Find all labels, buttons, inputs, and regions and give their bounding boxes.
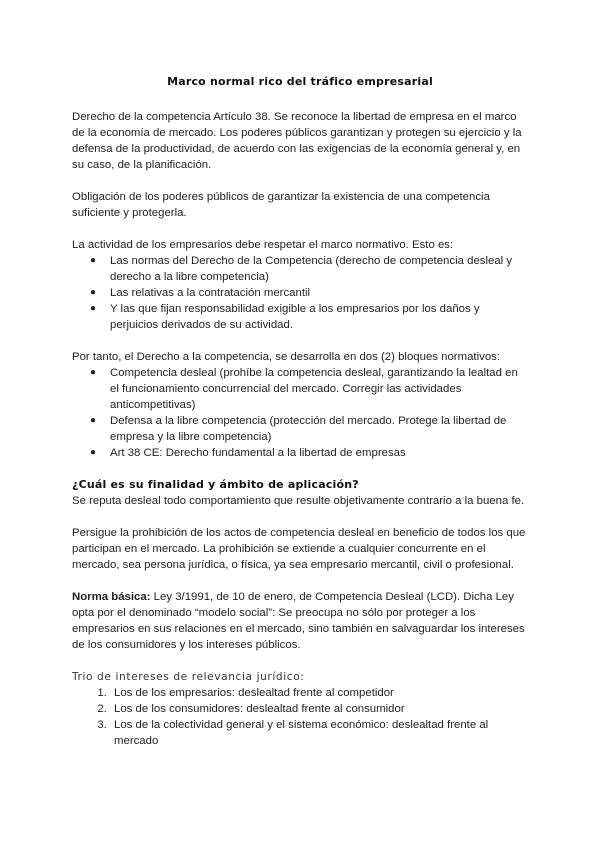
bullet-icon: ● bbox=[90, 303, 97, 314]
norma-basica-label: Norma básica: bbox=[72, 591, 151, 603]
list-bloques-normativos bbox=[72, 365, 528, 461]
paragraph-desleal: Se reputa desleal todo comportamiento que resulte objetivamente contrario a la buena fe. bbox=[72, 495, 525, 507]
bullet-icon: ● bbox=[90, 287, 97, 298]
list-item bbox=[90, 445, 528, 461]
list-item-text: Art 38 CE: Derecho fundamental a la libertad de empresas bbox=[110, 447, 406, 459]
list-item bbox=[90, 285, 528, 301]
list-item bbox=[90, 301, 528, 333]
trio-title: Trio de intereses de relevancia jurídico: bbox=[72, 671, 305, 683]
bullet-icon: ● bbox=[90, 255, 97, 266]
list-trio-intereses bbox=[72, 685, 528, 749]
paragraph-actividad: La actividad de los empresarios debe respetar el marco normativo. Esto es: bbox=[72, 239, 454, 251]
list-item bbox=[90, 413, 528, 445]
section-heading: ¿Cuál es su finalidad y ámbito de aplicación? bbox=[72, 478, 359, 491]
paragraph-norma-basica bbox=[72, 589, 528, 653]
list-item-text: Y las que fijan responsabilidad exigible a los empresarios por los daños y perjuicios derivados de su actividad. bbox=[110, 303, 480, 331]
bullet-icon: ● bbox=[90, 447, 97, 458]
document-title: Marco normal rico del tráfico empresarial bbox=[167, 75, 433, 88]
list-item bbox=[90, 365, 528, 413]
list-item-text: Defensa a la libre competencia (protección del mercado. Protege la libertad de empresa y la libre competencia) bbox=[110, 415, 507, 443]
norma-basica-text: Ley 3/1991, de 10 de enero, de Competencia Desleal (LCD). Dicha Ley opta por el denominado “modelo social”: Se preocupa no sólo por proteger a los empresarios en sus relaciones en el mercado, sino también en salvaguardar los intereses de los consumidores y los intereses públicos. bbox=[72, 591, 525, 651]
list-marco-normativo bbox=[72, 253, 528, 333]
list-item-text: Las normas del Derecho de la Competencia (derecho de competencia desleal y derecho a la libre competencia) bbox=[110, 255, 513, 283]
paragraph-bloques: Por tanto, el Derecho a la competencia, se desarrolla en dos (2) bloques normativos: bbox=[72, 351, 501, 363]
list-item: 1. Los de los empresarios: deslealtad frente al competidor bbox=[110, 685, 528, 701]
bullet-icon: ● bbox=[90, 367, 97, 378]
paragraph-obligacion: Obligación de los poderes públicos de garantizar la existencia de una competencia suficiente y protegerla. bbox=[72, 191, 490, 219]
paragraph-prohibicion: Persigue la prohibición de los actos de competencia desleal en beneficio de todos los que participan en el mercado. La prohibición se extiende a cualquier concurrente en el mercado, sea persona jurídica, o física, ya sea empresario mercantil, civil o profesional. bbox=[72, 527, 526, 571]
list-item-text: Competencia desleal (prohíbe la competencia desleal, garantizando la lealtad en el funcionamiento concurrencial del mercado. Corregir las actividades anticompetitivas) bbox=[110, 367, 518, 411]
list-item bbox=[90, 253, 528, 285]
bullet-icon: ● bbox=[90, 415, 97, 426]
list-item: 2. Los de los consumidores: deslealtad frente al consumidor bbox=[110, 701, 528, 717]
paragraph-articulo-38: Derecho de la competencia Artículo 38. Se reconoce la libertad de empresa en el marco de la economía de mercado. Los poderes públicos garantizan y protegen su ejercicio y la defensa de la productividad, de acuerdo con las exigencias de la economía general y, en su caso, de la planificación. bbox=[72, 111, 522, 171]
list-item: 3. Los de la colectividad general y el sistema económico: deslealtad frente al mercado bbox=[110, 717, 528, 749]
list-item-text: Las relativas a la contratación mercantil bbox=[110, 287, 311, 299]
